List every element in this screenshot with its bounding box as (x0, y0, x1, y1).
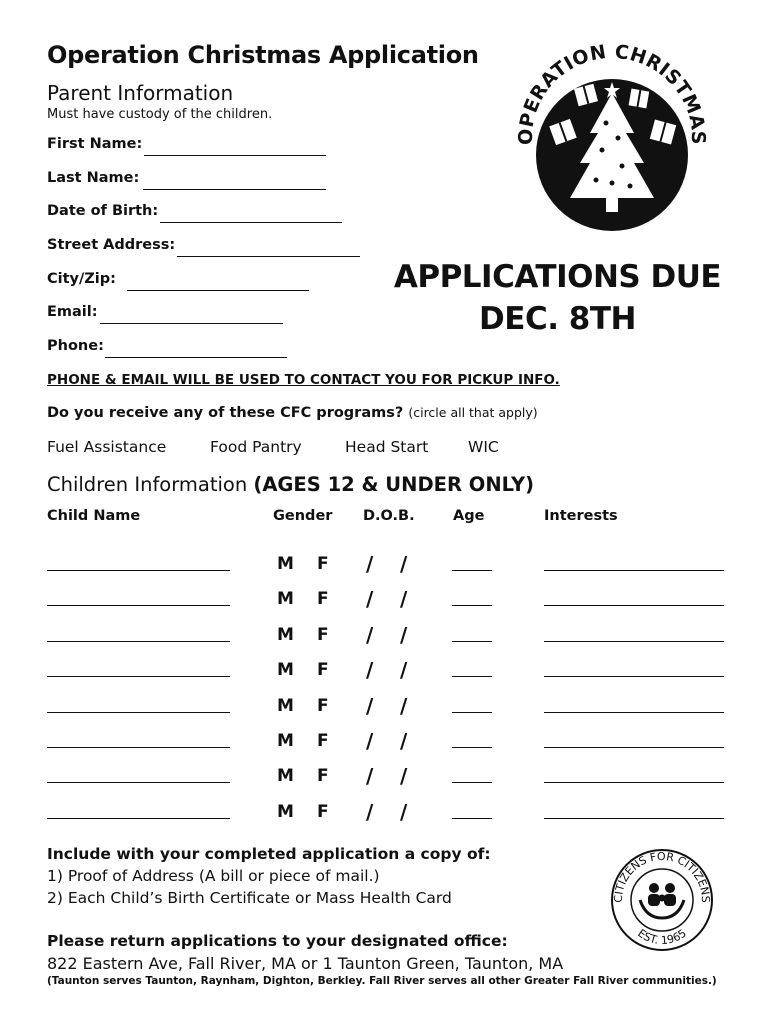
column-interests: Interests (544, 508, 618, 524)
requirement-item: 1) Proof of Address (A bill or piece of mail.) (47, 867, 380, 885)
gender-male-option[interactable]: M (277, 554, 294, 574)
dob-label: Date of Birth: (47, 203, 159, 219)
gender-male-option[interactable]: M (277, 660, 294, 681)
age-field[interactable] (452, 802, 492, 819)
cfc-hint: (circle all that apply) (408, 405, 538, 420)
cfc-option-wic[interactable]: WIC (468, 438, 499, 456)
dob-separator: / (400, 799, 408, 824)
dob-separator: / (400, 764, 408, 789)
street-address-field[interactable] (177, 243, 360, 257)
gender-female-option[interactable]: F (317, 731, 329, 751)
cfc-logo-top-text: CITIZENS FOR CITIZENS (611, 849, 713, 903)
email-field[interactable] (100, 310, 283, 324)
gender-male-option[interactable]: M (277, 589, 294, 610)
dob-separator: / (400, 729, 408, 753)
email-label: Email: (47, 304, 98, 320)
gender-female-option[interactable]: F (317, 589, 329, 610)
interests-field[interactable] (544, 554, 724, 571)
child-name-field[interactable] (47, 660, 230, 677)
dob-separator: / (400, 552, 408, 576)
dob-separator: / (400, 587, 408, 612)
requirements-heading: Include with your completed application a copy of: (47, 845, 491, 863)
cfc-option-food-pantry[interactable]: Food Pantry (210, 438, 302, 456)
age-field[interactable] (452, 554, 492, 571)
street-address-label: Street Address: (47, 237, 176, 253)
cfc-option-head-start[interactable]: Head Start (345, 438, 429, 456)
first-name-label: First Name: (47, 136, 143, 152)
interests-field[interactable] (544, 802, 724, 819)
phone-label: Phone: (47, 338, 104, 354)
citizens-for-citizens-logo (610, 848, 714, 952)
gender-male-option[interactable]: M (277, 624, 294, 645)
return-heading: Please return applications to your designated office: (47, 932, 508, 950)
gender-female-option[interactable]: F (317, 660, 329, 681)
column-child-name: Child Name (47, 508, 141, 524)
dob-separator: / (366, 693, 374, 718)
operation-christmas-logo (510, 38, 714, 232)
dob-separator: / (366, 552, 374, 576)
gender-female-option[interactable]: F (317, 554, 329, 574)
interests-field[interactable] (544, 660, 724, 677)
dob-separator: / (366, 622, 374, 647)
cfc-question (47, 405, 538, 421)
custody-note: Must have custody of the children. (47, 107, 273, 122)
last-name-field[interactable] (143, 176, 326, 190)
dob-separator: / (366, 658, 374, 683)
city-zip-field[interactable] (127, 277, 309, 291)
child-name-field[interactable] (47, 625, 230, 642)
age-field[interactable] (452, 731, 492, 748)
column-dob: D.O.B. (363, 508, 415, 524)
return-address: 822 Eastern Ave, Fall River, MA or 1 Taunton Green, Taunton, MA (47, 954, 564, 973)
interests-field[interactable] (544, 766, 724, 783)
operation-christmas-logo-text: OPERATION CHRISTMAS (514, 40, 710, 146)
child-name-field[interactable] (47, 696, 230, 713)
first-name-field[interactable] (144, 142, 326, 156)
child-name-field[interactable] (47, 554, 230, 571)
age-field[interactable] (452, 625, 492, 642)
child-name-field[interactable] (47, 766, 230, 783)
parent-section-title: Parent Information (47, 81, 234, 105)
dob-separator: / (400, 693, 408, 718)
child-name-field[interactable] (47, 802, 230, 819)
dob-separator: / (366, 587, 374, 612)
gender-female-option[interactable]: F (317, 695, 329, 716)
age-field[interactable] (452, 660, 492, 677)
cfc-option-fuel-assistance[interactable]: Fuel Assistance (47, 438, 167, 456)
return-note: (Taunton serves Taunton, Raynham, Dighton, Berkley. Fall River serves all other Greater Fall River communities.) (47, 975, 717, 987)
gender-female-option[interactable]: F (317, 624, 329, 645)
dob-separator: / (366, 729, 374, 753)
family-hands-icon (640, 883, 684, 918)
children-title-bold: (AGES 12 & UNDER ONLY) (253, 473, 535, 496)
last-name-label: Last Name: (47, 170, 140, 186)
dob-field[interactable] (160, 209, 342, 223)
dob-separator: / (366, 764, 374, 789)
interests-field[interactable] (544, 731, 724, 748)
gender-male-option[interactable]: M (277, 801, 294, 822)
age-field[interactable] (452, 766, 492, 783)
column-age: Age (453, 508, 485, 524)
dob-separator: / (400, 658, 408, 683)
cfc-logo-bottom-text: EST. 1965 (635, 926, 689, 948)
city-zip-label: City/Zip: (47, 271, 116, 287)
children-title-plain: Children Information (47, 473, 248, 496)
child-name-field[interactable] (47, 731, 230, 748)
gender-male-option[interactable]: M (277, 695, 294, 716)
children-section-title (47, 473, 534, 496)
column-gender: Gender (273, 508, 333, 524)
svg-text:EST. 1965 (635, 927, 689, 947)
gender-male-option[interactable]: M (277, 766, 294, 787)
interests-field[interactable] (544, 589, 724, 606)
gender-female-option[interactable]: F (317, 766, 329, 787)
contact-note: PHONE & EMAIL WILL BE USED TO CONTACT YOU FOR PICKUP INFO. (47, 372, 560, 388)
phone-field[interactable] (105, 344, 287, 358)
interests-field[interactable] (544, 696, 724, 713)
dob-separator: / (400, 622, 408, 647)
cfc-question-text: Do you receive any of these CFC programs? (47, 405, 404, 421)
age-field[interactable] (452, 589, 492, 606)
due-notice: APPLICATIONS DUE DEC. 8TH (393, 259, 722, 337)
gender-female-option[interactable]: F (317, 801, 329, 822)
child-name-field[interactable] (47, 589, 230, 606)
requirement-item: 2) Each Child’s Birth Certificate or Mass Health Card (47, 889, 452, 907)
gender-male-option[interactable]: M (277, 731, 294, 751)
age-field[interactable] (452, 696, 492, 713)
dob-separator: / (366, 799, 374, 824)
interests-field[interactable] (544, 625, 724, 642)
form-title: Operation Christmas Application (47, 41, 479, 69)
